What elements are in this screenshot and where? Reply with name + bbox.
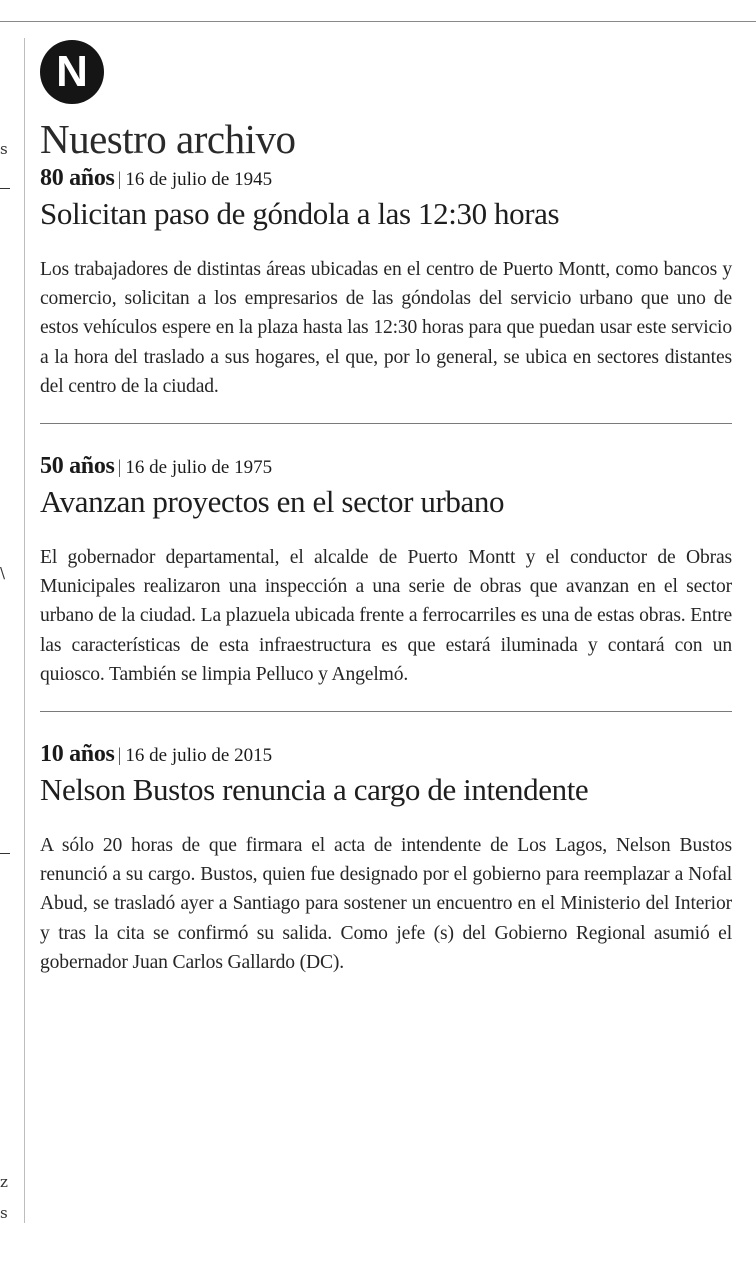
edge-fragment-4: s (0, 1204, 8, 1222)
section-title: Nuestro archivo (40, 116, 296, 162)
archive-item-80-years (40, 166, 732, 401)
archive-item-50-years (40, 454, 732, 689)
item-body: El gobernador departamental, el alcalde de Puerto Montt y el conductor de Obras Municipales realizaron una inspección a una serie de obras que avanzan en el sector urbano de la ciudad. La plazuela ubicada frente a ferrocarriles es una de estas obras. Entre las características de esta infraestructura es que estará iluminada y contará con un quiosco. También se limpia Pelluco y Angelmó. (40, 547, 732, 685)
item-divider (40, 423, 732, 424)
archive-column (40, 40, 732, 977)
column-divider (24, 38, 25, 1223)
item-date: 16 de julio de 2015 (125, 745, 273, 767)
item-header (40, 454, 732, 480)
item-date: 16 de julio de 1945 (125, 169, 273, 190)
item-headline: Solicitan paso de góndola a las 12:30 horas (40, 196, 560, 231)
item-headline: Nelson Bustos renuncia a cargo de intendente (40, 772, 589, 808)
newspaper-logo: N (40, 40, 104, 104)
item-separator: | (117, 745, 122, 767)
item-header (40, 742, 732, 768)
item-years: 80 años (40, 165, 115, 191)
edge-fragment-2: \ (0, 564, 6, 582)
item-separator: | (117, 169, 122, 190)
edge-fragment-3: z (0, 1173, 8, 1191)
item-years: 10 años (40, 741, 115, 768)
top-rule (0, 21, 756, 22)
archive-item-10-years (40, 742, 732, 977)
item-separator: | (117, 457, 122, 479)
edge-fragment-1: s (0, 140, 8, 158)
item-date: 16 de julio de 1975 (125, 457, 273, 479)
item-body: A sólo 20 horas de que firmara el acta de intendente de Los Lagos, Nelson Bustos renunció a su cargo. Bustos, quien fue designado por el gobierno para reemplazar a Nofal Abud, se trasladó ayer a Santiago para sostener un encuentro en el Ministerio del Interior y tras la cita se confirmó su salida. Como jefe (s) del Gobierno Regional asumió el gobernador Juan Carlos Gallardo (DC). (40, 835, 732, 973)
item-years: 50 años (40, 453, 115, 480)
item-body: Los trabajadores de distintas áreas ubicadas en el centro de Puerto Montt, como bancos y comercio, solicitan a los empresarios de las góndolas del servicio urbano que uno de estos vehículos espere en la plaza hasta las 12:30 horas para que puedan usar este servicio a la hora del traslado a sus hogares, el que, por lo general, se ubica en sectores distantes del centro de la ciudad. (40, 259, 732, 397)
edge-dash-1 (0, 188, 10, 189)
edge-dash-2 (0, 853, 10, 854)
item-headline: Avanzan proyectos en el sector urbano (40, 484, 505, 520)
item-header (40, 166, 732, 192)
item-divider (40, 711, 732, 712)
